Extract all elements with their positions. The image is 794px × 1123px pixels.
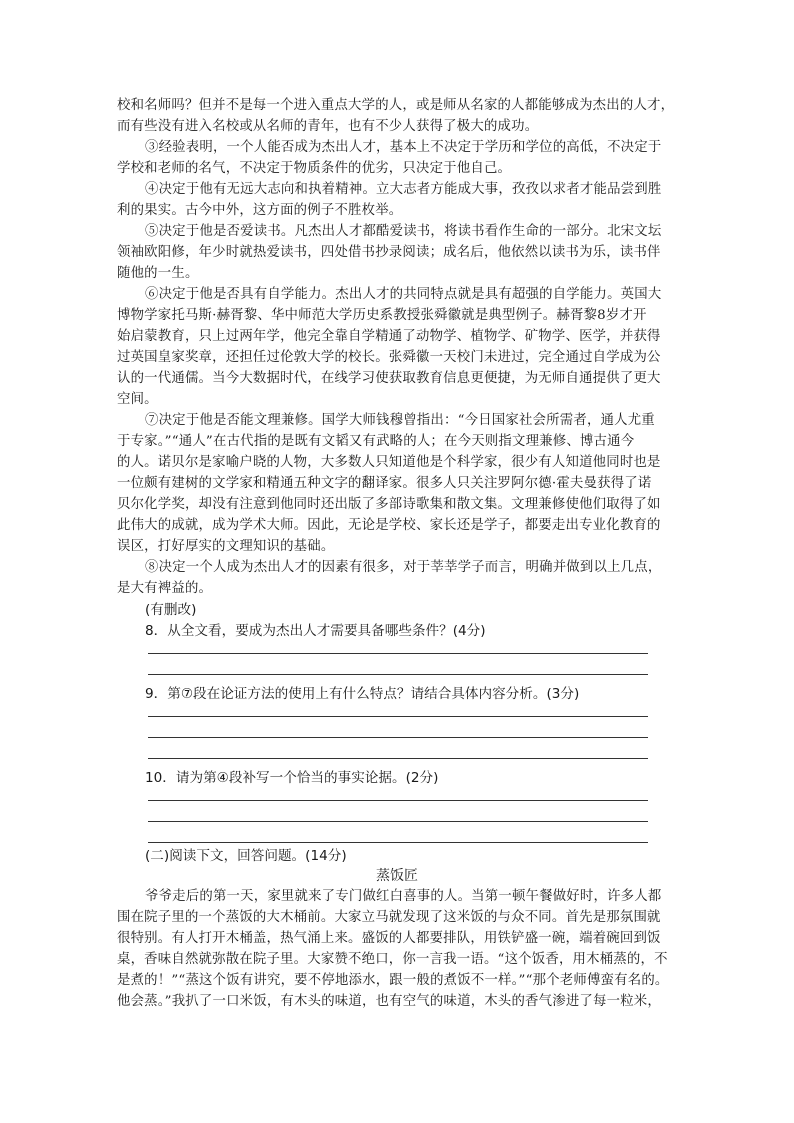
passage-line: 始启蒙教育，只上过两年学，他完全靠自学精通了动物学、植物学、矿物学、医学，并获得 bbox=[117, 329, 661, 344]
paragraph-8-line: ⑧决定一个人成为杰出人才的因素有很多，对于莘莘学子而言，明确并做到以上几点， bbox=[145, 560, 662, 575]
answer-line[interactable] bbox=[148, 653, 648, 654]
answer-line[interactable] bbox=[148, 800, 648, 801]
passage-line: 认的一代通儒。当今大数据时代，在线学习使获取教育信息更便捷，为无师自通提供了更大 bbox=[117, 371, 661, 386]
story-line: 桌，香味自然就弥散在院子里。大家赞不绝口，你一言我一语。“这个饭香，用木桶蒸的，不 bbox=[117, 952, 668, 967]
paragraph-4-line: ④决定于他有无远大志向和执着精神。立大志者方能成大事，孜孜以求者才能品尝到胜 bbox=[145, 182, 662, 197]
answer-line[interactable] bbox=[148, 821, 648, 822]
passage-line: 误区，打好厚实的文理知识的基础。 bbox=[117, 539, 335, 554]
passage-line: 领袖欧阳修，年少时就热爱读书，四处借书抄录阅读；成名后，他依然以读书为乐，读书伴 bbox=[117, 245, 661, 260]
story-line: 是煮的！”“蒸这个饭有讲究，要不停地添水，跟一般的煮饭不一样。”“那个老师傅蛮有名的。 bbox=[117, 973, 669, 988]
answer-line[interactable] bbox=[148, 716, 648, 717]
passage-line: 博物学家托马斯·赫胥黎、华中师范大学历史系教授张舜徽就是典型例子。赫胥黎8岁才开 bbox=[117, 308, 647, 323]
question-10: 10．请为第④段补写一个恰当的事实论据。(2分) bbox=[145, 770, 439, 786]
question-9: 9．第⑦段在论证方法的使用上有什么特点？请结合具体内容分析。(3分) bbox=[145, 686, 580, 702]
paragraph-7-line: ⑦决定于他是否能文理兼修。国学大师钱穆曾指出：“今日国家社会所需者，通人尤重 bbox=[145, 413, 655, 428]
source-note: (有删改) bbox=[145, 602, 197, 618]
section-2-heading: (二)阅读下文，回答问题。(14分) bbox=[145, 848, 347, 864]
story-title: 蒸饭匠 bbox=[376, 868, 418, 884]
question-8: 8．从全文看，要成为杰出人才需要具备哪些条件？(4分) bbox=[145, 623, 486, 639]
passage-line: 于专家。”“通人”在古代指的是既有文韬又有武略的人；在今天则指文理兼修、博古通今 bbox=[117, 434, 635, 449]
answer-line[interactable] bbox=[148, 758, 648, 759]
story-line: 爷爷走后的第一天，家里就来了专门做红白喜事的人。当第一顿午餐做好时，许多人都 bbox=[145, 889, 662, 904]
passage-line: 的人。诺贝尔是家喻户晓的人物，大多数人只知道他是个科学家，很少有人知道他同时也是 bbox=[117, 455, 661, 470]
passage-line: 学校和老师的名气，不决定于物质条件的优劣，只决定于他自己。 bbox=[117, 161, 512, 176]
paragraph-5-line: ⑤决定于他是否爱读书。凡杰出人才都酷爱读书，将读书看作生命的一部分。北宋文坛 bbox=[145, 224, 662, 239]
passage-line: 空间。 bbox=[117, 392, 158, 407]
paragraph-6-line: ⑥决定于他是否具有自学能力。杰出人才的共同特点就是具有超强的自学能力。英国大 bbox=[145, 287, 662, 302]
passage-line: 随他的一生。 bbox=[117, 266, 199, 281]
passage-line: 校和名师吗？但并不是每一个进入重点大学的人，或是师从名家的人都能够成为杰出的人才， bbox=[117, 98, 675, 113]
answer-line[interactable] bbox=[148, 842, 648, 843]
passage-line: 利的果实。古今中外，这方面的例子不胜枚举。 bbox=[117, 203, 403, 218]
passage-line: 过英国皇家奖章，还担任过伦敦大学的校长。张舜徽一天校门未进过，完全通过自学成为公 bbox=[117, 350, 661, 365]
passage-line: 是大有裨益的。 bbox=[117, 581, 213, 596]
passage-line: 贝尔化学奖，却没有注意到他同时还出版了多部诗歌集和散文集。文理兼修使他们取得了如 bbox=[117, 497, 661, 512]
passage-line: 而有些没有进入名校或从名师的青年，也有不少人获得了极大的成功。 bbox=[117, 119, 539, 134]
story-line: 围在院子里的一个蒸饭的大木桶前。大家立马就发现了这米饭的与众不同。首先是那氛围就 bbox=[117, 910, 661, 925]
passage-line: 此伟大的成就，成为学术大师。因此，无论是学校、家长还是学子，都要走出专业化教育的 bbox=[117, 518, 661, 533]
paragraph-3-line: ③经验表明，一个人能否成为杰出人才，基本上不决定于学历和学位的高低，不决定于 bbox=[145, 140, 662, 155]
story-line: 他会蒸。”我扒了一口米饭，有木头的味道，也有空气的味道，木头的香气渗进了每一粒米， bbox=[117, 994, 661, 1009]
passage-line: 一位颇有建树的文学家和精通五种文字的翻译家。很多人只关注罗阿尔德·霍夫曼获得了诺 bbox=[117, 476, 652, 491]
answer-line[interactable] bbox=[148, 674, 648, 675]
story-line: 很特别。有人打开木桶盖，热气涌上来。盛饭的人都要排队，用铁铲盛一碗，端着碗回到饭 bbox=[117, 931, 661, 946]
answer-line[interactable] bbox=[148, 737, 648, 738]
